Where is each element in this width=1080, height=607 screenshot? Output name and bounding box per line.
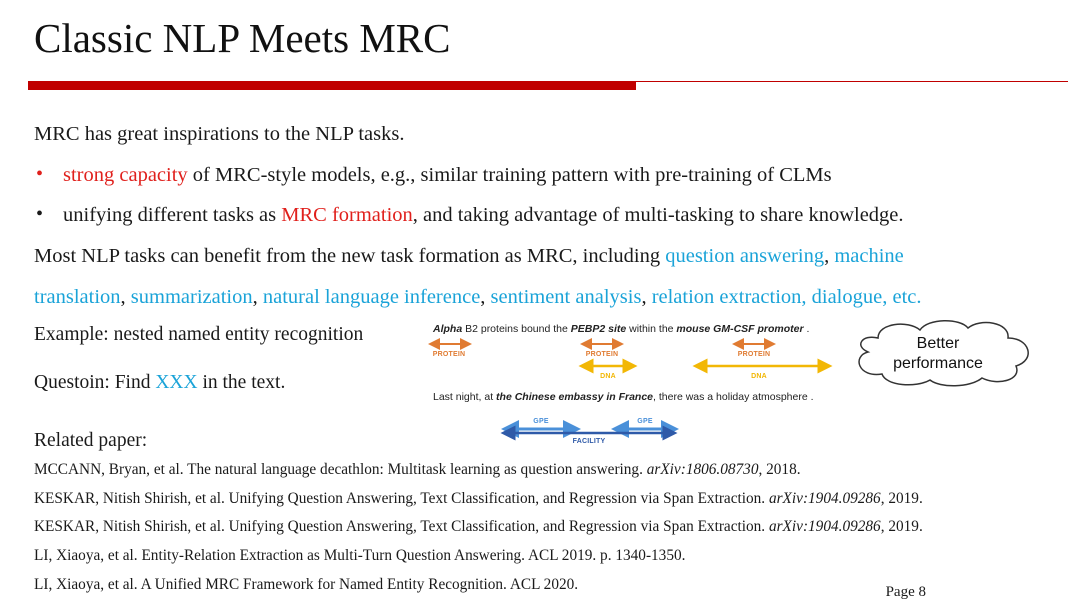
entity-label-gpe: GPE (637, 418, 653, 425)
plain-word: , there was a holiday atmosphere . (653, 391, 814, 403)
ref-text: KESKAR, Nitish Shirish, et al. Unifying Question Answering, Text Classification, and Regression via Span Extraction. (34, 490, 769, 507)
ref-text: KESKAR, Nitish Shirish, et al. Unifying Question Answering, Text Classification, and Regression via Span Extraction. (34, 518, 769, 535)
intro-text: MRC has great inspirations to the NLP tasks. (34, 123, 405, 145)
plain-word: . (803, 323, 810, 335)
entity-word: PEBP2 site (570, 323, 627, 335)
ref-text: LI, Xiaoya, et al. A Unified MRC Framework for Named Entity Recognition. ACL 2020. (34, 576, 579, 593)
entity-label-protein: PROTEIN (585, 351, 619, 358)
diagram-arrows (420, 320, 850, 450)
ref-year: , 2018. (758, 461, 801, 478)
reference-item (34, 461, 801, 479)
entity-word: Alpha (433, 323, 463, 335)
bullet-unifying-tasks (63, 204, 904, 227)
plain-word: Last night, at (433, 391, 497, 403)
benefit-lead: Most NLP tasks can benefit from the new task formation as MRC, including (34, 245, 666, 267)
bullet-marker: • (36, 203, 44, 225)
bullet-marker: • (36, 163, 44, 185)
nested-ner-diagram (420, 320, 850, 450)
plain-word: within the (626, 323, 677, 335)
task-machine: machine (834, 245, 904, 267)
ref-text: LI, Xiaoya, et al. Entity-Relation Extraction as Multi-Turn Question Answering. ACL 2019. p. 1340-1350. (34, 547, 686, 564)
cloud-line: performance (893, 355, 983, 372)
separator: , (120, 286, 131, 308)
task-translation: translation (34, 286, 121, 308)
ref-year: , 2019. (880, 490, 923, 507)
entity-label-protein: PROTEIN (737, 351, 771, 358)
separator: , (824, 245, 835, 267)
entity-label-protein: PROTEIN (432, 351, 466, 358)
task-sentiment-analysis: sentiment analysis (490, 286, 642, 308)
entity-label-dna: DNA (600, 373, 616, 380)
separator: , (480, 286, 491, 308)
task-summarization: summarization (130, 286, 253, 308)
bullet-strong-capacity (63, 164, 832, 187)
question-pre: Questoin: Find (34, 372, 156, 393)
ref-venue: arXiv:1904.09286 (768, 518, 881, 535)
ref-venue: arXiv:1806.08730 (646, 461, 759, 478)
title-underline-bar (28, 81, 636, 90)
plain-word: B2 proteins bound the (462, 323, 571, 335)
reference-item (34, 576, 578, 594)
entity-label-gpe: GPE (533, 418, 549, 425)
bullet-text: of MRC-style models, e.g., similar training pattern with pre-training of CLMs (187, 164, 832, 186)
title-underline-rule (636, 81, 1068, 82)
ref-venue: arXiv:1904.09286 (768, 490, 881, 507)
task-relation-extraction-dialogue: relation extraction, dialogue, etc. (651, 286, 922, 308)
slide-title: Classic NLP Meets MRC (34, 15, 451, 61)
highlight-text: MRC formation (281, 204, 413, 226)
entity-label-facility: FACILITY (572, 438, 606, 445)
bullet-text: , and taking advantage of multi-tasking to share knowledge. (412, 204, 904, 226)
page-number: Page 8 (885, 584, 926, 600)
related-heading: Related paper: (34, 430, 148, 451)
highlight-text: strong capacity (63, 164, 188, 186)
reference-item (34, 490, 923, 508)
task-question-answering: question answering (665, 245, 825, 267)
bullet-text: unifying different tasks as (63, 204, 282, 226)
cloud-label (868, 334, 1008, 374)
reference-item (34, 547, 685, 565)
separator: , (641, 286, 652, 308)
reference-item (34, 518, 923, 536)
diagram-sentence-2 (433, 391, 814, 403)
ref-text: MCCANN, Bryan, et al. The natural language decathlon: Multitask learning as question answering. (34, 461, 647, 478)
cloud-line: Better (916, 335, 960, 352)
entity-word: the Chinese embassy in France (496, 391, 654, 403)
entity-word: mouse GM-CSF promoter (676, 323, 804, 335)
question-placeholder: XXX (155, 372, 198, 393)
benefit-line-1 (34, 245, 904, 268)
question-post: in the text. (197, 372, 286, 393)
question-text (34, 372, 285, 394)
task-nli: natural language inference (262, 286, 481, 308)
benefit-line-2 (34, 286, 922, 309)
ref-year: , 2019. (880, 518, 923, 535)
example-text: Example: nested named entity recognition (34, 324, 364, 345)
separator: , (252, 286, 263, 308)
entity-label-dna: DNA (751, 373, 767, 380)
